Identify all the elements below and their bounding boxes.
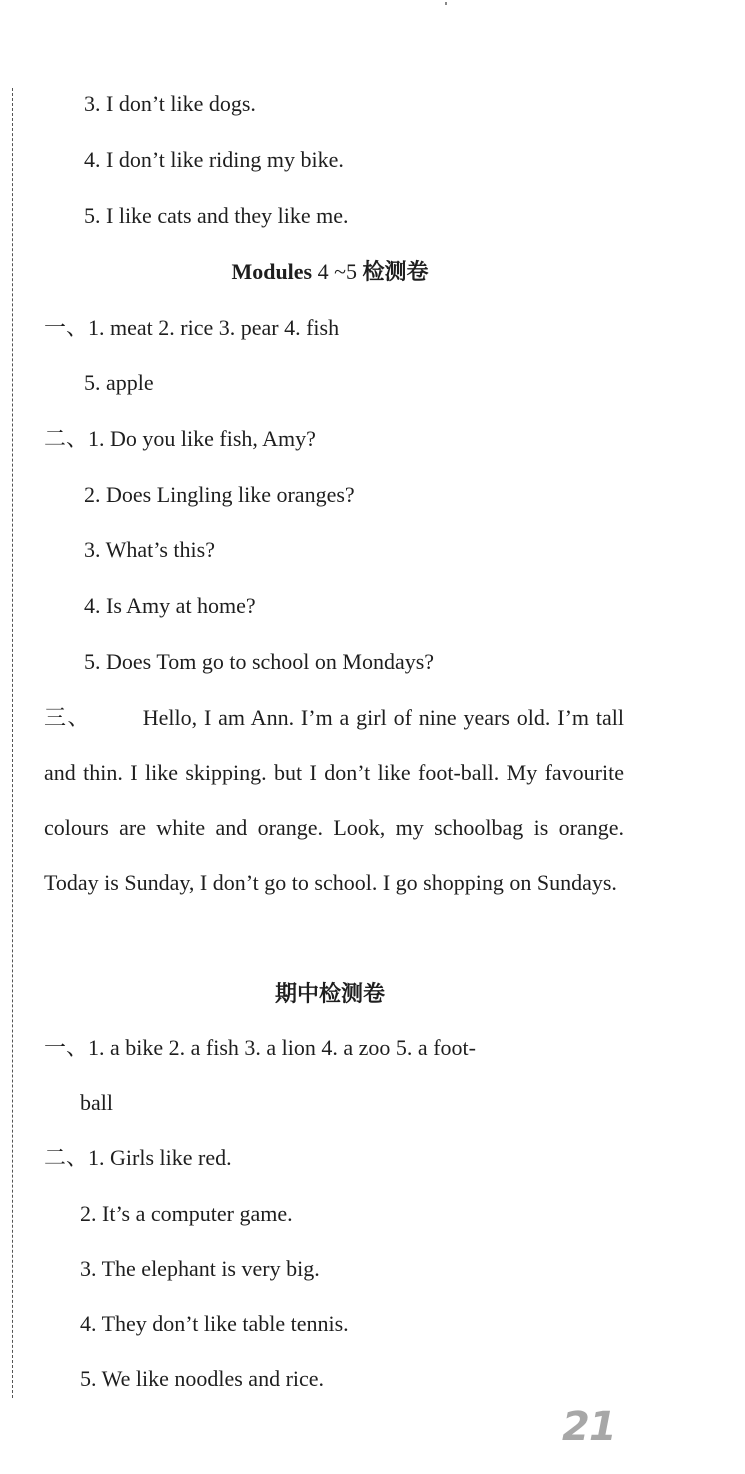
part2-answer: 二、1. Do you like fish, Amy? bbox=[44, 426, 316, 451]
part3-passage bbox=[44, 690, 624, 910]
part2-answer: 3. The elephant is very big. bbox=[80, 1256, 320, 1281]
scan-mark bbox=[445, 2, 447, 5]
section-title-cn: 检测卷 bbox=[362, 259, 429, 284]
part1-answers-cont: ball bbox=[80, 1090, 113, 1115]
part1-answers-cont: 5. apple bbox=[84, 370, 154, 395]
part2-answer: 4. They don’t like table tennis. bbox=[80, 1311, 349, 1336]
part2-answer: 2. Does Lingling like oranges? bbox=[84, 482, 355, 507]
section-title-modules bbox=[0, 258, 660, 286]
part3-text: Hello, I am Ann. I’m a girl of nine years old. I’m tall and thin. I like skipping. but I don’t like foot-ball. My favourite colours are white and orange. Look, my schoolbag is orange. Today is Sunday, I don’t go to school. I go shopping on Sundays. bbox=[44, 705, 624, 895]
answer-line: 5. I like cats and they like me. bbox=[84, 203, 349, 228]
part3-label: 三、 bbox=[44, 705, 91, 730]
part2-answer: 3. What’s this? bbox=[84, 537, 215, 562]
part2-answer: 2. It’s a computer game. bbox=[80, 1201, 293, 1226]
answer-line: 3. I don’t like dogs. bbox=[84, 91, 256, 116]
part1-answers: 一、1. meat 2. rice 3. pear 4. fish bbox=[44, 315, 340, 340]
part1-answers: 一、1. a bike 2. a fish 3. a lion 4. a zoo 5. a foot- bbox=[44, 1035, 476, 1060]
part2-answer: 4. Is Amy at home? bbox=[84, 593, 256, 618]
part2-answer: 5. We like noodles and rice. bbox=[80, 1366, 325, 1391]
section-title-midterm: 期中检测卷 bbox=[274, 981, 385, 1006]
part2-answer: 二、1. Girls like red. bbox=[44, 1145, 232, 1170]
section-title-bold: Modules bbox=[231, 259, 313, 284]
answer-line: 4. I don’t like riding my bike. bbox=[84, 147, 344, 172]
section-title-number: 4 ~5 bbox=[312, 259, 363, 284]
page-number: 21 bbox=[562, 1404, 616, 1450]
part2-answer: 5. Does Tom go to school on Mondays? bbox=[84, 649, 435, 674]
